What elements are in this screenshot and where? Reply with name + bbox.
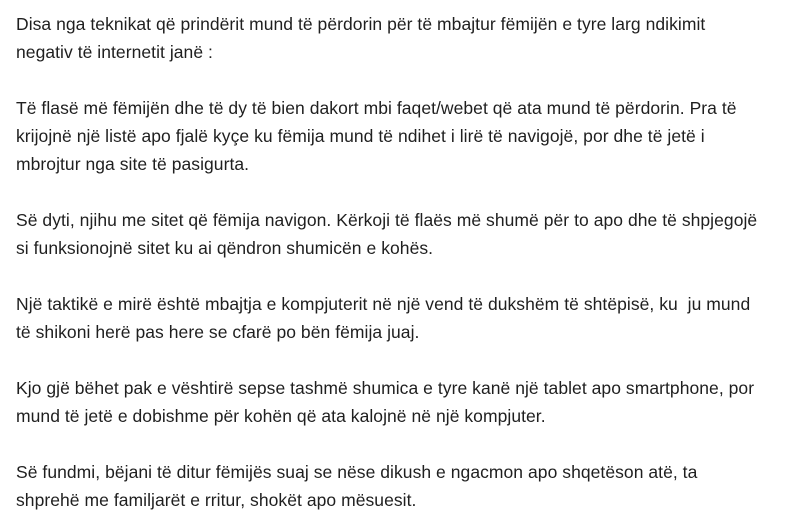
paragraph-visible-computer: Një taktikë e mirë është mbajtja e kompjuterit në një vend të dukshëm të shtëpisë, ku ju mund të shikoni herë pas here se cfarë po bën fëmija juaj. — [16, 294, 756, 342]
paragraph-tablet-smartphone: Kjo gjë bëhet pak e vështirë sepse tashmë shumica e tyre kanë një tablet apo smartphone, por mund të jetë e dobishme për kohën që ata kalojnë në një kompjuter. — [16, 378, 760, 426]
paragraph-talk-with-child: Të flasë më fëmijën dhe të dy të bien dakort mbi faqet/webet që ata mund të përdorin. Pra të krijojnë një listë apo fjalë kyçe ku fëmija mund të ndihet i lirë të navigojë, por dhe të jetë i mbrojtur nga site të pasigurta. — [16, 98, 742, 174]
paragraph-know-sites: Së dyti, njihu me sitet që fëmija navigon. Kërkoji të flaës më shumë për to apo dhe të shpjegojë si funksionojnë sitet ku ai qëndron shumicën e kohës. — [16, 210, 763, 258]
paragraph-intro: Disa nga teknikat që prindërit mund të përdorin për të mbajtur fëmijën e tyre larg ndikimit negativ të internetit janë : — [16, 14, 711, 62]
paragraph-finally: Së fundmi, bëjani të ditur fëmijës suaj se nëse dikush e ngacmon apo shqetëson atë, ta shprehë me familjarët e rritur, shokët apo mësuesit. — [16, 462, 703, 510]
